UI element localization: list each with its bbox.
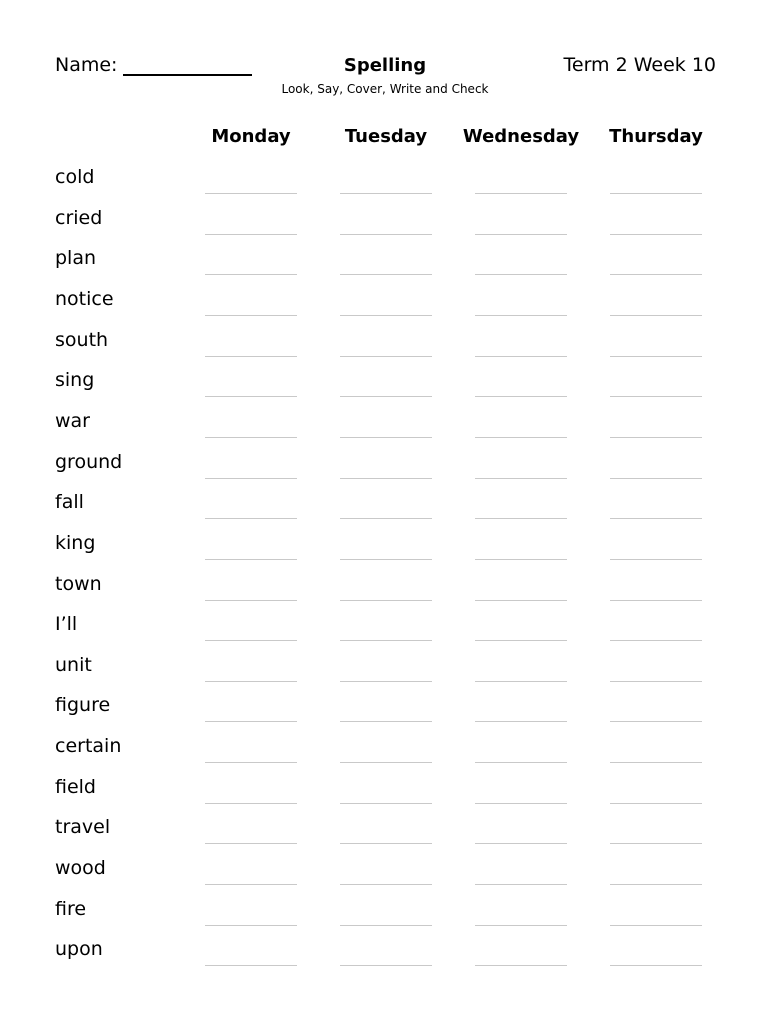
write-line-monday[interactable] xyxy=(205,193,297,194)
spelling-word: sing xyxy=(55,369,95,392)
write-line-thursday[interactable] xyxy=(610,396,702,397)
spelling-word: field xyxy=(55,775,96,798)
write-line-monday[interactable] xyxy=(205,803,297,804)
write-line-monday[interactable] xyxy=(205,884,297,885)
write-line-thursday[interactable] xyxy=(610,437,702,438)
write-line-monday[interactable] xyxy=(205,437,297,438)
write-line-tuesday[interactable] xyxy=(340,478,432,479)
write-line-tuesday[interactable] xyxy=(340,600,432,601)
spelling-word: town xyxy=(55,572,102,595)
page-subtitle: Look, Say, Cover, Write and Check xyxy=(281,82,489,96)
write-line-tuesday[interactable] xyxy=(340,681,432,682)
term-week-label: Term 2 Week 10 xyxy=(563,54,716,76)
write-line-wednesday[interactable] xyxy=(475,600,567,601)
spelling-word: cold xyxy=(55,166,95,188)
spelling-word: war xyxy=(55,409,90,432)
word-row xyxy=(0,247,770,287)
write-line-wednesday[interactable] xyxy=(475,925,567,926)
write-line-tuesday[interactable] xyxy=(340,762,432,763)
write-line-tuesday[interactable] xyxy=(340,315,432,316)
write-line-thursday[interactable] xyxy=(610,559,702,560)
word-row xyxy=(0,532,770,572)
spelling-word: figure xyxy=(55,694,111,717)
word-row xyxy=(0,613,770,653)
write-line-tuesday[interactable] xyxy=(340,884,432,885)
name-label: Name: xyxy=(55,54,118,76)
write-line-thursday[interactable] xyxy=(610,925,702,926)
spelling-word: travel xyxy=(55,816,111,839)
write-line-wednesday[interactable] xyxy=(475,762,567,763)
write-line-thursday[interactable] xyxy=(610,843,702,844)
write-line-thursday[interactable] xyxy=(610,803,702,804)
word-row xyxy=(0,938,770,978)
spelling-word: south xyxy=(55,328,109,351)
word-row xyxy=(0,491,770,531)
day-heading-tuesday: Tuesday xyxy=(344,126,428,147)
write-line-monday[interactable] xyxy=(205,843,297,844)
write-line-tuesday[interactable] xyxy=(340,640,432,641)
word-row xyxy=(0,898,770,938)
write-line-wednesday[interactable] xyxy=(475,193,567,194)
write-line-thursday[interactable] xyxy=(610,762,702,763)
write-line-monday[interactable] xyxy=(205,356,297,357)
spelling-word: king xyxy=(55,531,96,554)
word-row xyxy=(0,451,770,491)
write-line-wednesday[interactable] xyxy=(475,965,567,966)
spelling-word: fire xyxy=(55,897,87,920)
write-line-wednesday[interactable] xyxy=(475,721,567,722)
write-line-wednesday[interactable] xyxy=(475,640,567,641)
day-heading-thursday: Thursday xyxy=(609,126,703,147)
write-line-monday[interactable] xyxy=(205,721,297,722)
write-line-thursday[interactable] xyxy=(610,884,702,885)
write-line-monday[interactable] xyxy=(205,640,297,641)
write-line-thursday[interactable] xyxy=(610,681,702,682)
write-line-monday[interactable] xyxy=(205,681,297,682)
spelling-word: cried xyxy=(55,206,103,229)
word-row xyxy=(0,857,770,897)
write-line-monday[interactable] xyxy=(205,518,297,519)
write-line-wednesday[interactable] xyxy=(475,437,567,438)
write-line-monday[interactable] xyxy=(205,965,297,966)
word-row xyxy=(0,207,770,247)
write-line-tuesday[interactable] xyxy=(340,518,432,519)
write-line-monday[interactable] xyxy=(205,925,297,926)
word-row xyxy=(0,816,770,856)
write-line-tuesday[interactable] xyxy=(340,803,432,804)
write-line-monday[interactable] xyxy=(205,600,297,601)
word-row xyxy=(0,288,770,328)
word-row xyxy=(0,694,770,734)
write-line-wednesday[interactable] xyxy=(475,274,567,275)
write-line-tuesday[interactable] xyxy=(340,274,432,275)
write-line-monday[interactable] xyxy=(205,234,297,235)
write-line-monday[interactable] xyxy=(205,762,297,763)
write-line-monday[interactable] xyxy=(205,559,297,560)
word-row xyxy=(0,735,770,775)
write-line-wednesday[interactable] xyxy=(475,478,567,479)
write-line-tuesday[interactable] xyxy=(340,396,432,397)
write-line-monday[interactable] xyxy=(205,396,297,397)
write-line-thursday[interactable] xyxy=(610,600,702,601)
word-row xyxy=(0,776,770,816)
write-line-tuesday[interactable] xyxy=(340,234,432,235)
spelling-word: certain xyxy=(55,735,122,758)
write-line-tuesday[interactable] xyxy=(340,965,432,966)
write-line-wednesday[interactable] xyxy=(475,315,567,316)
write-line-wednesday[interactable] xyxy=(475,803,567,804)
write-line-wednesday[interactable] xyxy=(475,356,567,357)
write-line-thursday[interactable] xyxy=(610,640,702,641)
write-line-thursday[interactable] xyxy=(610,315,702,316)
write-line-wednesday[interactable] xyxy=(475,396,567,397)
write-line-wednesday[interactable] xyxy=(475,681,567,682)
write-line-tuesday[interactable] xyxy=(340,356,432,357)
spelling-word: unit xyxy=(55,653,92,676)
spelling-word: ground xyxy=(55,450,123,473)
write-line-wednesday[interactable] xyxy=(475,518,567,519)
write-line-monday[interactable] xyxy=(205,274,297,275)
word-row xyxy=(0,369,770,409)
page-title: Spelling xyxy=(343,55,427,76)
day-heading-wednesday: Wednesday xyxy=(462,126,580,147)
write-line-tuesday[interactable] xyxy=(340,925,432,926)
word-row xyxy=(0,166,770,206)
write-line-wednesday[interactable] xyxy=(475,559,567,560)
write-line-tuesday[interactable] xyxy=(340,843,432,844)
write-line-wednesday[interactable] xyxy=(475,234,567,235)
write-line-thursday[interactable] xyxy=(610,965,702,966)
spelling-word: upon xyxy=(55,938,103,961)
word-row xyxy=(0,329,770,369)
write-line-thursday[interactable] xyxy=(610,721,702,722)
write-line-tuesday[interactable] xyxy=(340,193,432,194)
write-line-thursday[interactable] xyxy=(610,518,702,519)
spelling-word: I’ll xyxy=(55,613,78,636)
word-row xyxy=(0,654,770,694)
write-line-wednesday[interactable] xyxy=(475,843,567,844)
write-line-thursday[interactable] xyxy=(610,274,702,275)
write-line-tuesday[interactable] xyxy=(340,437,432,438)
spelling-word: fall xyxy=(55,491,84,514)
write-line-monday[interactable] xyxy=(205,478,297,479)
write-line-thursday[interactable] xyxy=(610,234,702,235)
spelling-word: wood xyxy=(55,857,106,880)
day-heading-monday: Monday xyxy=(211,126,291,147)
word-row xyxy=(0,410,770,450)
spelling-word: notice xyxy=(55,287,114,310)
write-line-wednesday[interactable] xyxy=(475,884,567,885)
write-line-tuesday[interactable] xyxy=(340,721,432,722)
write-line-tuesday[interactable] xyxy=(340,559,432,560)
write-line-thursday[interactable] xyxy=(610,478,702,479)
spelling-word: plan xyxy=(55,247,97,270)
write-line-thursday[interactable] xyxy=(610,356,702,357)
write-line-monday[interactable] xyxy=(205,315,297,316)
word-row xyxy=(0,573,770,613)
write-line-thursday[interactable] xyxy=(610,193,702,194)
